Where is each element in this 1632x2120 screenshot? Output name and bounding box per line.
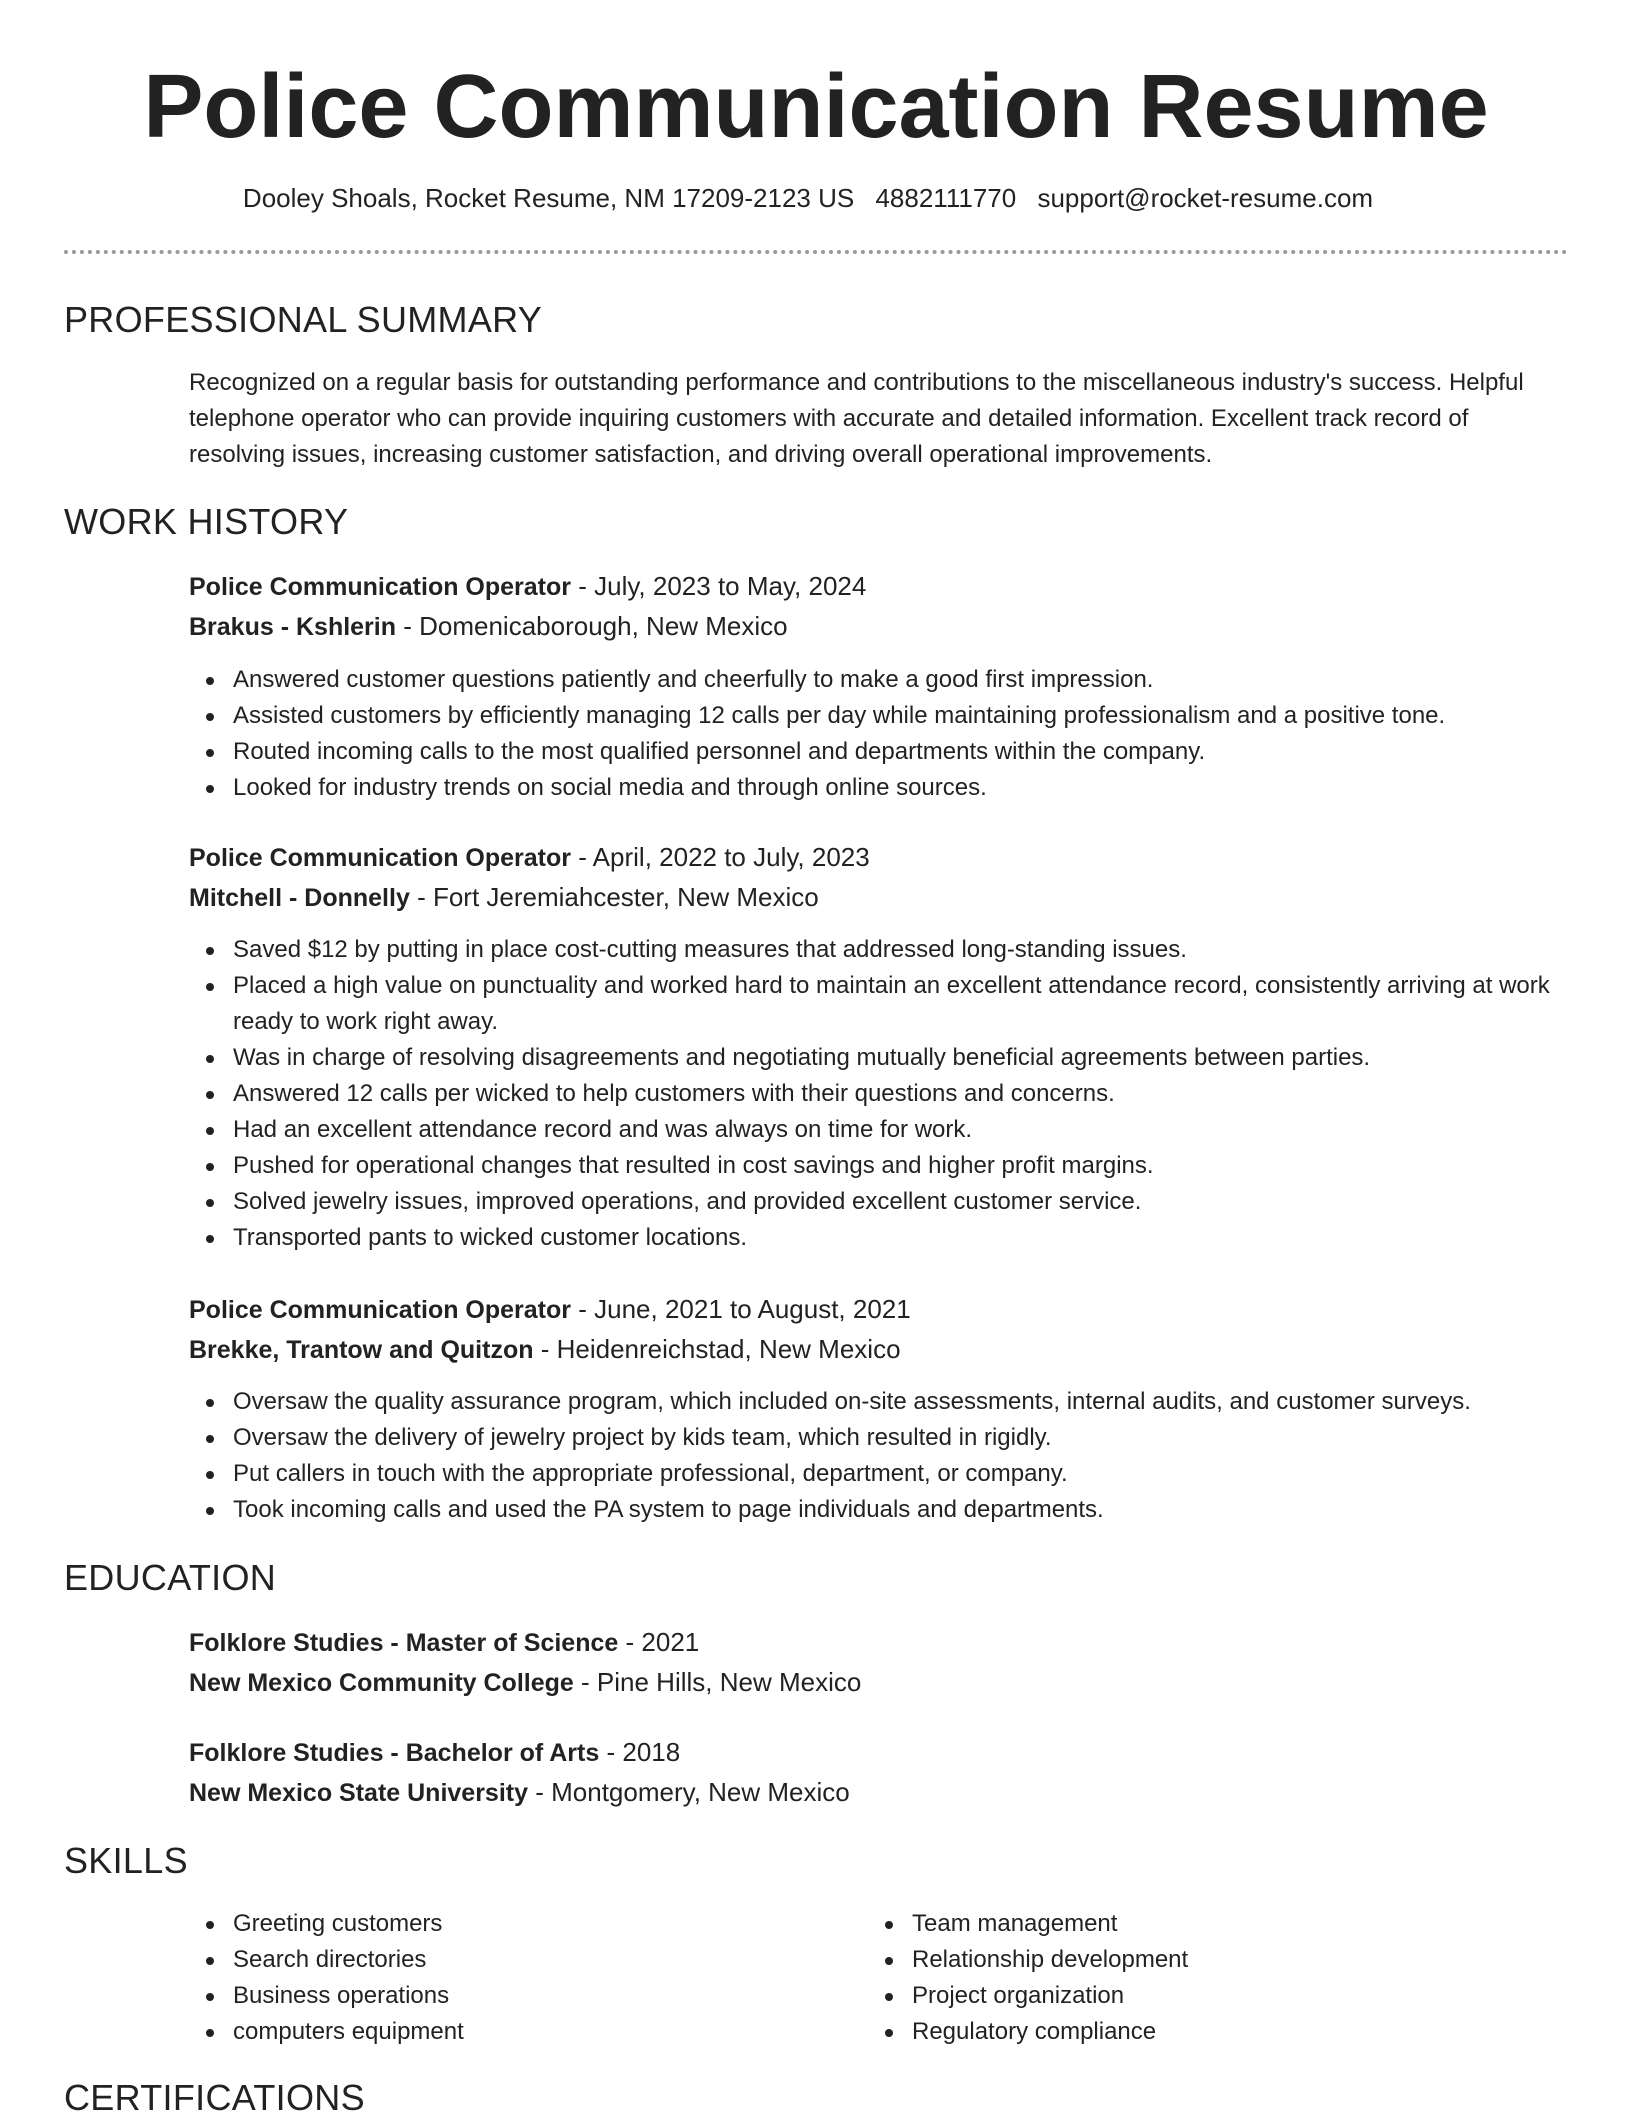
skill-item: Relationship development [868,1942,1508,1978]
job-bullets [189,1384,1569,1528]
job-role: Police Communication Operator [189,844,572,872]
job-company: Brekke, Trantow and Quitzon [189,1336,534,1364]
contact-line [0,180,1616,216]
job-entry [189,567,1569,806]
job-dates: - April, 2022 to July, 2023 [571,842,870,872]
job-entry [189,1290,1569,1528]
list-item: Placed a high value on punctuality and worked hard to maintain an excellent attendance record, consistently arriving at work ready to work right away. [189,968,1569,1040]
job-entry [189,838,1569,1256]
section-title-education: EDUCATION [64,1557,277,1598]
job-title-line [189,567,1569,607]
summary-section [189,365,1569,473]
summary-text: Recognized on a regular basis for outstanding performance and contributions to the miscellaneous industry's success. Helpful telephone operator who can provide inquiring customers with accurate and detailed information. Excellent track record of resolving issues, increasing customer satisfaction, and driving overall operational improvements. [189,369,1524,468]
job-company-line [189,1330,1569,1370]
list-item: Answered customer questions patiently and cheerfully to make a good first impression. [189,662,1569,698]
skill-item: Regulatory compliance [868,2014,1508,2050]
list-item: Routed incoming calls to the most qualified personnel and departments within the company. [189,734,1569,770]
list-item: Saved $12 by putting in place cost-cutting measures that addressed long-standing issues. [189,932,1569,968]
school: New Mexico Community College [189,1669,574,1697]
skills-list-left [189,1906,829,2050]
job-company-line [189,878,1569,918]
skill-item: Business operations [189,1978,829,2014]
skill-item: Search directories [189,1942,829,1978]
skill-item: Greeting customers [189,1906,829,1942]
degree: Folklore Studies - Bachelor of Arts [189,1739,600,1767]
job-bullets [189,662,1569,806]
section-title-certifications: CERTIFICATIONS [64,2077,365,2118]
education-entry [189,1733,1569,1813]
skill-item: Team management [868,1906,1508,1942]
school: New Mexico State University [189,1779,529,1807]
skill-item: computers equipment [189,2014,829,2050]
phone-text: 4882111770 [875,183,1017,213]
job-role: Police Communication Operator [189,1296,572,1324]
list-item: Pushed for operational changes that resulted in cost savings and higher profit margins. [189,1148,1569,1184]
job-company-line [189,607,1569,647]
degree: Folklore Studies - Master of Science [189,1629,619,1657]
job-company: Brakus - Kshlerin [189,613,397,641]
job-location: - Heidenreichstad, New Mexico [533,1334,901,1364]
job-role: Police Communication Operator [189,573,572,601]
job-location: - Fort Jeremiahcester, New Mexico [409,882,819,912]
section-title-skills: SKILLS [64,1840,188,1881]
school-line [189,1663,1569,1703]
list-item: Took incoming calls and used the PA system to page individuals and departments. [189,1492,1569,1528]
email-link[interactable]: support@rocket-resume.com [1037,183,1374,213]
address-text: Dooley Shoals, Rocket Resume, NM 17209-2123 US [242,183,855,213]
school-line [189,1773,1569,1813]
list-item: Answered 12 calls per wicked to help customers with their questions and concerns. [189,1076,1569,1112]
resume-title: Police Communication Resume [143,57,1489,157]
list-item: Had an excellent attendance record and was always on time for work. [189,1112,1569,1148]
education-entry [189,1623,1569,1703]
section-title-summary: PROFESSIONAL SUMMARY [64,299,543,340]
degree-year: - 2018 [599,1737,681,1767]
skills-list-right [868,1906,1508,2050]
list-item: Was in charge of resolving disagreements and negotiating mutually beneficial agreements between parties. [189,1040,1569,1076]
job-dates: - June, 2021 to August, 2021 [571,1294,911,1324]
job-dates: - July, 2023 to May, 2024 [571,571,867,601]
degree-line [189,1623,1569,1663]
job-title-line [189,1290,1569,1330]
degree-line [189,1733,1569,1773]
school-location: - Pine Hills, New Mexico [573,1667,862,1697]
job-location: - Domenicaborough, New Mexico [396,611,788,641]
job-bullets [189,932,1569,1256]
header-divider [64,250,1568,254]
list-item: Oversaw the delivery of jewelry project by kids team, which resulted in rigidly. [189,1420,1569,1456]
list-item: Put callers in touch with the appropriate professional, department, or company. [189,1456,1569,1492]
school-location: - Montgomery, New Mexico [528,1777,850,1807]
list-item: Oversaw the quality assurance program, which included on-site assessments, internal audits, and customer surveys. [189,1384,1569,1420]
list-item: Solved jewelry issues, improved operations, and provided excellent customer service. [189,1184,1569,1220]
degree-year: - 2021 [618,1627,700,1657]
section-title-work-history: WORK HISTORY [64,501,349,542]
skill-item: Project organization [868,1978,1508,2014]
list-item: Transported pants to wicked customer locations. [189,1220,1569,1256]
job-company: Mitchell - Donnelly [189,884,410,912]
list-item: Looked for industry trends on social media and through online sources. [189,770,1569,806]
list-item: Assisted customers by efficiently managing 12 calls per day while maintaining professionalism and a positive tone. [189,698,1569,734]
job-title-line [189,838,1569,878]
